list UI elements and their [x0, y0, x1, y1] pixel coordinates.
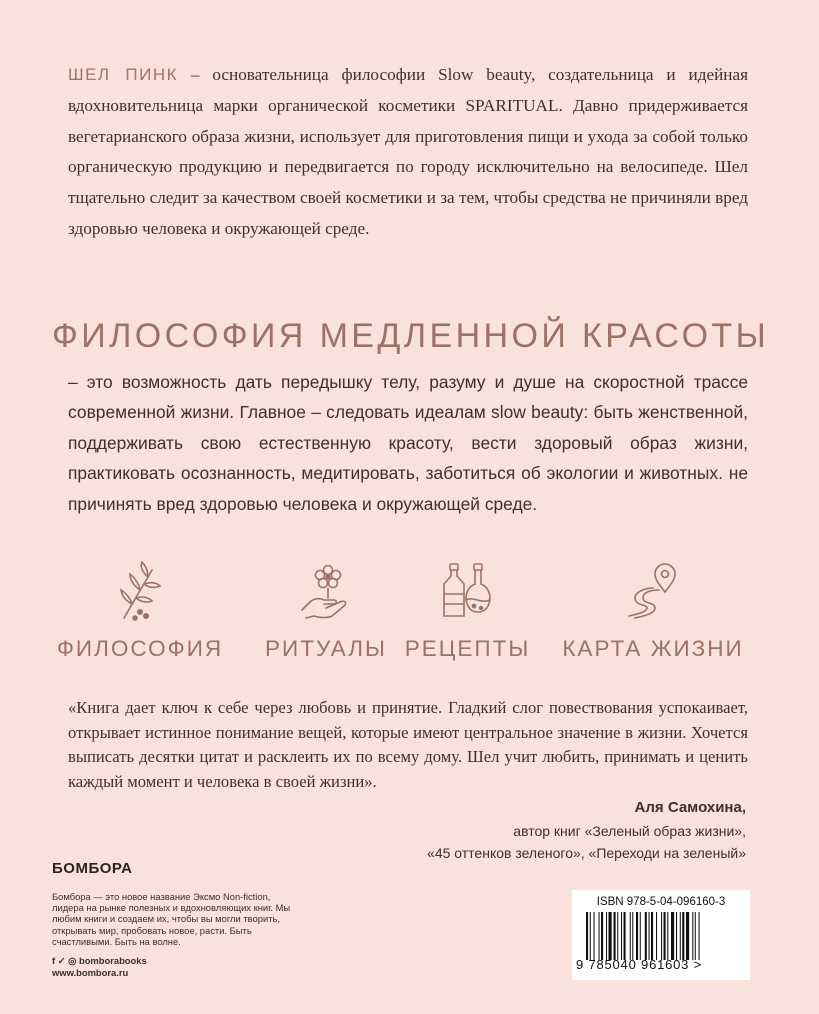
- icon-row: [0, 560, 819, 670]
- map-pin-road-icon: [621, 560, 685, 622]
- quote-author-books-2: «45 оттенков зеленого», «Переходи на зеленый»: [427, 845, 746, 861]
- author-name: ШЕЛ ПИНК: [68, 65, 178, 84]
- author-bio-text: – основательница философии Slow beauty, создательница и идейная вдохновительница марки органической косметики SPARITUAL. Давно придерживается вегетарианского образа жизни, использует для приготовления пищи и ухода за собой только органическую продукцию и передвигается по городу исключительно на велосипеде. Шел тщательно следит за качеством своей косметики и за тем, чтобы средства не причиняли вред здоровью человека и окружающей среде.: [68, 65, 749, 238]
- barcode-icon: [586, 912, 736, 960]
- icon-item-philosophy: [50, 560, 230, 662]
- publisher-description: Бомбора — это новое название Эксмо Non-fiction, лидера на рынке полезных и вдохновляющих книг. Мы любим книги и создаем их, чтобы вы могли творить, открывать мир, пробовать новое, расти. Быть счастливыми. Быть на волне.: [52, 891, 291, 947]
- philosophy-heading: ФИЛОСОФИЯ МЕДЛЕННОЙ КРАСОТЫ: [52, 317, 770, 355]
- icon-item-life-map: [558, 560, 748, 662]
- icon-label: КАРТА ЖИЗНИ: [562, 636, 744, 661]
- bottles-icon: [436, 560, 500, 622]
- publisher-block: [52, 860, 302, 979]
- quote-text: «Книга дает ключ к себе через любовь и принятие. Гладкий слог повествования успокаивает, открывает истинное понимание вещей, которые имеют центральное значение в жизни. Хочется выписать десятки цитат и расклеить их по всему дому. Шел учит любить, принимать и ценить каждый момент и человека в своей жизни».: [68, 698, 748, 791]
- quote-author: Аля Самохина,: [634, 799, 746, 816]
- icon-label: ФИЛОСОФИЯ: [56, 636, 224, 661]
- publisher-social: f ✓ ◎ bomborabooks: [52, 955, 147, 967]
- isbn-number: ISBN 978-5-04-096160-3: [596, 896, 726, 908]
- hand-flower-icon: [296, 560, 356, 622]
- icon-item-recipes: [400, 560, 535, 662]
- publisher-site: www.bombora.ru: [52, 967, 129, 979]
- icon-label: РИТУАЛЫ: [265, 636, 387, 661]
- philosophy-text: – это возможность дать передышку телу, разуму и душе на скоростной трассе современной жизни. Главное – следовать идеалам slow beauty: быть женственной, поддерживать свою естественную красоту, вести здоровый образ жизни, практиковать осознанность, медитировать, заботиться об экологии и животных. не причинять вред здоровью человека и окружающей среде.: [68, 372, 748, 514]
- quote-attribution: [246, 796, 746, 864]
- publisher-logo: БОМБОРА: [52, 860, 133, 877]
- isbn-barcode: [572, 890, 750, 980]
- icon-item-rituals: [246, 560, 406, 662]
- branch-icon: [110, 560, 170, 622]
- icon-label: РЕЦЕПТЫ: [404, 636, 531, 661]
- barcode-digits: 9 785040 961603 >: [576, 957, 703, 972]
- quote-author-books-1: автор книг «Зеленый образ жизни»,: [513, 823, 746, 839]
- author-bio: [68, 60, 748, 245]
